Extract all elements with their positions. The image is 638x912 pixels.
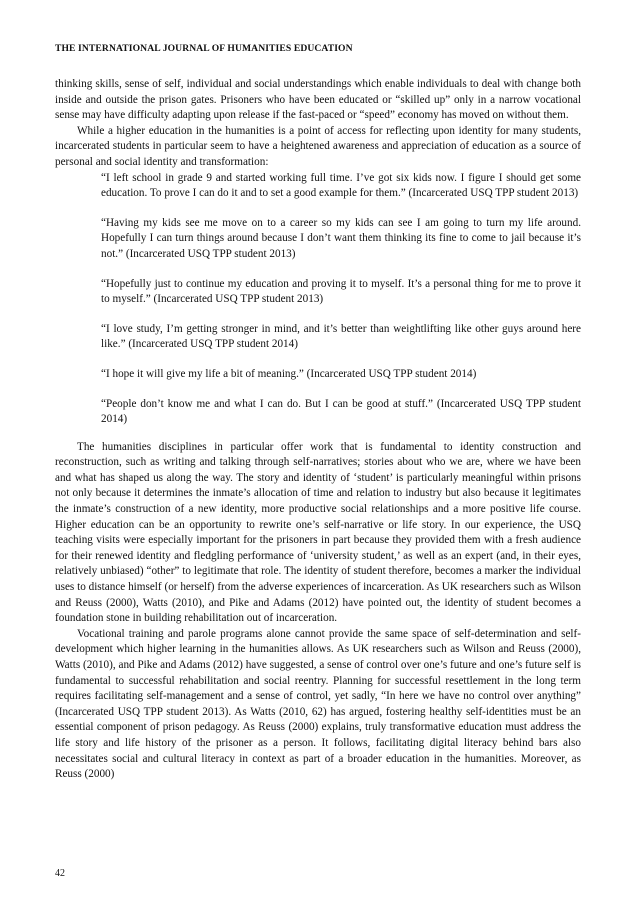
block-quote-6: “People don’t know me and what I can do. But I can be good at stuff.” (Incarcerated USQ TPP student 2014) — [101, 397, 581, 426]
block-quote-1: “I left school in grade 9 and started working full time. I’ve got six kids now. I figure I should get some education. To prove I can do it and to set a good example for them.” (Incarcerated USQ TPP student 2013) — [101, 171, 581, 200]
block-quote-4: “I love study, I’m getting stronger in mind, and it’s better than weightlifting like other guys around here like.” (Incarcerated USQ TPP student 2014) — [101, 322, 581, 351]
paragraph-intro-quotes: While a higher education in the humanities is a point of access for reflecting upon identity for many students, incarcerated students in particular seem to have a heightened awareness and appreciation of education as a source of personal and social identity and transformation: — [55, 124, 581, 168]
block-quote-2: “Having my kids see me move on to a career so my kids can see I am going to turn my life around. Hopefully I can turn things around because I don’t want them thinking its fine to come to jail because it’s not.” (Incarcerated USQ TPP student 2013) — [101, 216, 581, 260]
article-body — [55, 77, 581, 783]
page-number: 42 — [55, 868, 65, 879]
paragraph-continuation: thinking skills, sense of self, individual and social understandings which enable individuals to deal with change both inside and outside the prison gates. Prisoners who have been educated or “skilled up” only in a narrow vocational sense may have difficulty adapting upon release if the fast-paced or “speed” economy has moved on without them. — [55, 78, 581, 122]
running-header: THE INTERNATIONAL JOURNAL OF HUMANITIES EDUCATION — [55, 43, 353, 54]
block-quote-3: “Hopefully just to continue my education and proving it to myself. It’s a personal thing for me to prove it to myself.” (Incarcerated USQ TPP student 2013) — [101, 277, 581, 306]
paragraph-vocational-training: Vocational training and parole programs alone cannot provide the same space of self-determination and self-development which higher learning in the humanities allows. As UK researchers such as Wilson and Reuss (2000), Watts (2010), and Pike and Adams (2012) have suggested, a sense of control over one’s future and one’s future self is fundamental to successful rehabilitation and social reentry. Planning for successful resettlement in the long term requires facilitating self-management and a sense of control, yet sadly, “In here we have no control over anything” (Incarcerated USQ TPP student 2013). As Watts (2010, 62) has argued, fostering healthy self-identities must be an essential component of prison pedagogy. As Reuss (2000) explains, truly transformative education must address the life story and life history of the prisoner as a person. It follows, facilitating digital literacy behind bars also necessitates social and cultural literacy in context as part of a broader education in the humanities. Moreover, as Reuss (2000) — [55, 627, 581, 781]
paragraph-humanities-identity: The humanities disciplines in particular offer work that is fundamental to identity construction and reconstruction, such as writing and talking through self-narratives; stories about who we are, where we have been and what has shaped us along the way. The story and identity of ‘student’ is particularly meaningful within prisons not only because it determines the inmate’s allocation of time and relation to industry but also because it legitimates the inmate’s construction of a new identity, more productive social relationships and a more positive life course. Higher education can be an opportunity to rewrite one’s self-narrative or life story. In our experience, the USQ teaching visits were especially important for the prisoners in part because they provided them with a fresh audience for their renewed identity and fledgling performance of ‘university student,’ as well as an expert (and, in their eyes, relatively unbiased) “other” to legitimate that role. The identity of student therefore, becomes a marker the individual uses to distance himself (or herself) from the adverse experiences of incarceration. As UK researchers such as Wilson and Reuss (2000), Watts (2010), and Pike and Adams (2012) have pointed out, the identity of student becomes a foundation stone in building rehabilitation out of incarceration. — [55, 440, 581, 625]
block-quote-5: “I hope it will give my life a bit of meaning.” (Incarcerated USQ TPP student 2014) — [101, 367, 477, 380]
